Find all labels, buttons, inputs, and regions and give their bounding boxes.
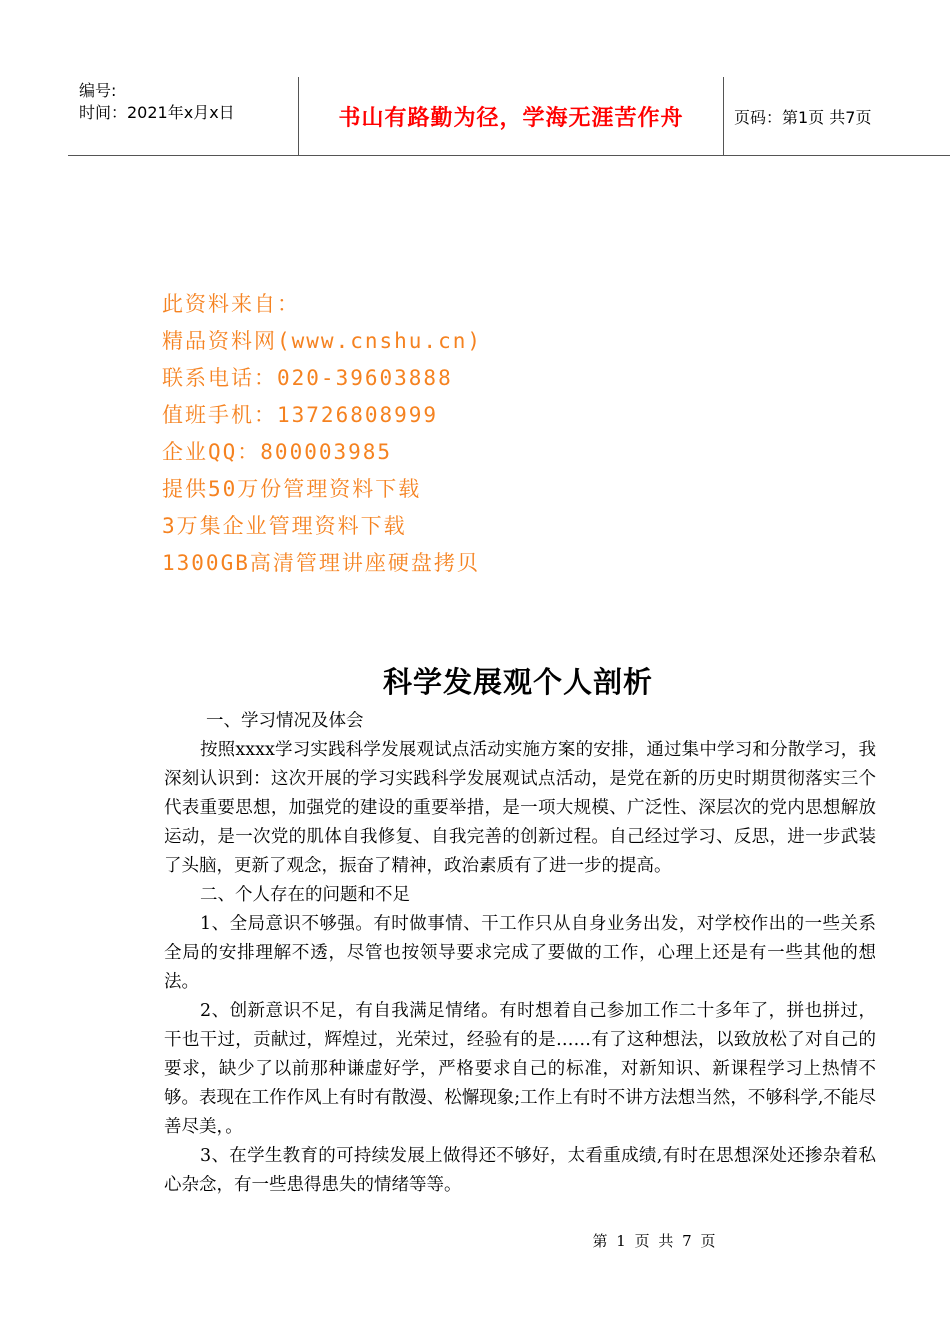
document-number-label: 编号: [79, 81, 117, 100]
contact-line-offer-1: 提供50万份管理资料下载 [162, 477, 422, 501]
contact-line-phone: 联系电话：020-39603888 [162, 366, 453, 390]
header-motto: 书山有路勤为径，学海无涯苦作舟 [338, 105, 684, 131]
contact-line-offer-2: 3万集企业管理资料下载 [162, 514, 407, 538]
section-heading-2: 二、个人存在的问题和不足 [200, 885, 410, 905]
contact-info-block [162, 286, 482, 582]
header-center-cell [298, 77, 724, 155]
body-paragraph: 按照xxxx学习实践科学发展观试点活动实施方案的安排，通过集中学习和分散学习，我深刻认识到：这次开展的学习实践科学发展观试点活动，是党在新的历史时期贯彻落实三个代表重要思想，加强党的建设的重要举措，是一项大规模、广泛性、深层次的党内思想解放运动，是一次党的肌体自我修复、自我完善的创新过程。自己经过学习、反思，进一步武装了头脑，更新了观念，振奋了精神，政治素质有了进一步的提高。 [164, 740, 876, 876]
header-right-cell [724, 77, 950, 155]
contact-line-website: 精品资料网(www.cnshu.cn) [162, 329, 483, 353]
page-footer: 第 1 页 共 7 页 [592, 1232, 718, 1250]
document-title: 科学发展观个人剖析 [382, 665, 653, 699]
contact-line-offer-3: 1300GB高清管理讲座硬盘拷贝 [162, 551, 480, 575]
contact-line-qq: 企业QQ：800003985 [162, 440, 393, 464]
body-paragraph: 2、创新意识不足，有自我满足情绪。有时想着自己参加工作二十多年了，拼也拼过，干也干过，贡献过，辉煌过，光荣过，经验有的是……有了这种想法，以致放松了对自己的要求，缺少了以前那种谦虚好学，严格要求自己的标准，对新知识、新课程学习上热情不够。表现在工作作风上有时有散漫、松懈现象;工作上有时不讲方法想当然，不够科学,不能尽善尽美，。 [164, 1001, 876, 1137]
header-left-cell [68, 77, 298, 155]
contact-line-source: 此资料来自： [162, 292, 300, 316]
document-date-label: 时间：2021年x月x日 [79, 103, 235, 122]
body-paragraph: 3、在学生教育的可持续发展上做得还不够好，太看重成绩,有时在思想深处还掺杂着私心杂念，有一些患得患失的情绪等等。 [164, 1146, 876, 1195]
contact-line-mobile: 值班手机：13726808999 [162, 403, 439, 427]
body-paragraph: 1、全局意识不够强。有时做事情、干工作只从自身业务出发，对学校作出的一些关系全局的安排理解不透，尽管也按领导要求完成了要做的工作，心理上还是有一些其他的想法。 [164, 914, 876, 992]
document-body [164, 707, 876, 1200]
section-heading-1: 一、学习情况及体会 [206, 711, 364, 731]
header-page-label: 页码：第1页 共7页 [734, 107, 872, 127]
page-header [68, 77, 950, 156]
